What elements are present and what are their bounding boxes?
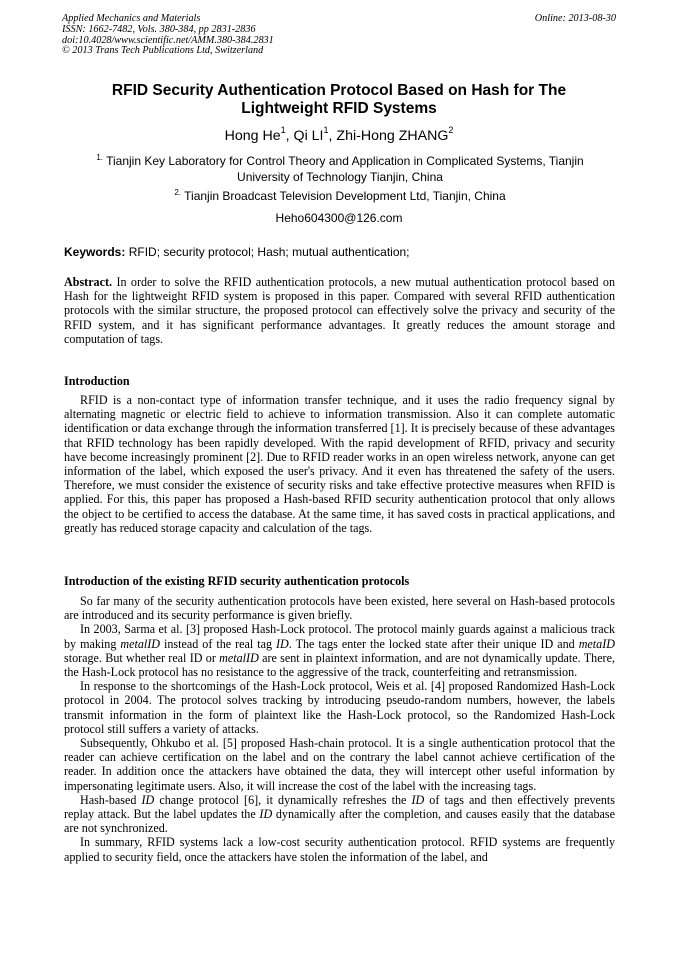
title-line-2: Lightweight RFID Systems	[241, 100, 437, 117]
journal-copyright: © 2013 Trans Tech Publications Ltd, Switzerland	[62, 45, 264, 57]
author-name: Hong He	[224, 128, 281, 144]
paper-title	[64, 82, 614, 118]
author-affil-mark: 1	[280, 125, 286, 135]
introduction-section	[64, 393, 615, 535]
author-affil-mark: 2	[448, 125, 454, 135]
author-affil-mark: 1	[323, 125, 329, 135]
keywords	[64, 245, 616, 260]
existing-protocols-section	[64, 594, 615, 864]
affiliation-2	[70, 189, 610, 205]
paragraph: Subsequently, Ohkubo et al. [5] proposed Hash-chain protocol. It is a single authentication protocol that the reader can achieve certification on the label and on the contrary the label cannot achieve certification of the reader. In addition once the attackers have obtained the data, they will intercept other useful information by impersonating legitimate users. Also, it will increase the cost of the label with the increasing tags.	[64, 736, 615, 793]
paragraph: In 2003, Sarma et al. [3] proposed Hash-Lock protocol. The protocol mainly guards against a malicious track by making metalID instead of the real tag ID. The tags enter the locked state after their unique ID and metaID storage. But whether real ID or metalID are sent in plaintext information, and are not dynamically update. There, the Hash-Lock protocol has no resistance to the aggressive of the track, counterfeiting and retransmission.	[64, 622, 615, 680]
affiliation-1	[70, 154, 610, 185]
paragraph: Hash-based ID change protocol [6], it dynamically refreshes the ID of tags and then effectively prevents replay attack. But the label updates the ID dynamically after the completion, and causes easily that the database are not synchronized.	[64, 792, 615, 836]
online-date: Online: 2013-08-30	[534, 13, 616, 24]
affiliation-mark: 2.	[174, 188, 182, 197]
journal-name: Applied Mechanics and Materials	[62, 13, 201, 24]
affiliation-text: University of Technology Tianjin, China	[237, 169, 443, 184]
affiliation-mark: 1.	[96, 153, 103, 162]
author-list	[64, 125, 614, 145]
abstract	[64, 275, 615, 346]
paragraph: RFID is a non-contact type of information transfer technique, and it uses the radio frequency signal by alternating magnetic or electric field to achieve to information transmission. Also it can complete automatic identification or data exchange through the information transferred [1]. It is precisely because of these advantages that RFID technology has been rapidly developed. With the rapid development of RFID, privacy and security have become increasingly prominent [2]. Due to RFID reader works in an open wireless network, anyone can get information of the label, which exposed the user's privacy. And it even has threatened the safety of the users. Therefore, we must consider the existence of security risks and take effective protective measures when RFID is applied. For this, this paper has proposed a Hash-based RFID security authentication protocol that only allows the object to be certified to access the database. At the same time, it has saved costs in practical applications, and greatly has reduced storage capacity and calculation of the tags.	[64, 393, 615, 535]
section-heading: Introduction	[64, 374, 130, 388]
affiliation-text: Tianjin Key Laboratory for Control Theory and Application in Complicated Systems, Tianjin	[106, 154, 584, 168]
section-heading: Introduction of the existing RFID security authentication protocols	[64, 574, 410, 588]
journal-doi: doi:10.4028/www.scientific.net/AMM.380-384.2831	[62, 34, 274, 46]
author-separator: ,	[285, 128, 294, 144]
journal-issn: ISSN: 1662-7482, Vols. 380-384, pp 2831-2836	[62, 23, 256, 35]
author-separator: ,	[328, 128, 337, 144]
keywords-text: RFID; security protocol; Hash; mutual authentication;	[128, 245, 410, 259]
abstract-text: In order to solve the RFID authentication protocols, a new mutual authentication protocol based on Hash for the lightweight RFID system is proposed in this paper. Compared with several RFID authentication protocols with the similar structure, the proposed protocol can effectively solve the privacy and security of the RFID system, and it has significant performance advantages. It greatly reduces the amount storage and computation of tags.	[64, 275, 615, 346]
author-email: Heho604300@126.com	[275, 211, 403, 225]
title-line-1: RFID Security Authentication Protocol Based on Hash for The	[111, 82, 567, 99]
paragraph: In summary, RFID systems lack a low-cost security authentication protocol. RFID systems are frequently applied to security field, once the attackers have stolen the information of the label, and	[64, 835, 615, 864]
abstract-label: Abstract.	[64, 275, 113, 289]
paragraph: So far many of the security authentication protocols have been existed, here several on Hash-based protocols are introduced and its security performance is given briefly.	[64, 594, 615, 623]
keywords-label: Keywords:	[64, 245, 126, 259]
author-name: Zhi-Hong ZHANG	[336, 128, 449, 144]
journal-header	[62, 14, 274, 57]
paragraph: In response to the shortcomings of the Hash-Lock protocol, Weis et al. [4] proposed Randomized Hash-Lock protocol in 2004. The protocol solves tracking by introducing pseudo-random numbers, however, the labels transmit information in the form of plaintext like the Hash-Lock protocol, so the Randomized Hash-Lock protocol still suffers a variety of attacks.	[64, 679, 615, 736]
author-name: Qi LI	[293, 128, 324, 144]
affiliation-text: Tianjin Broadcast Television Development Ltd, Tianjin, China	[184, 189, 506, 203]
